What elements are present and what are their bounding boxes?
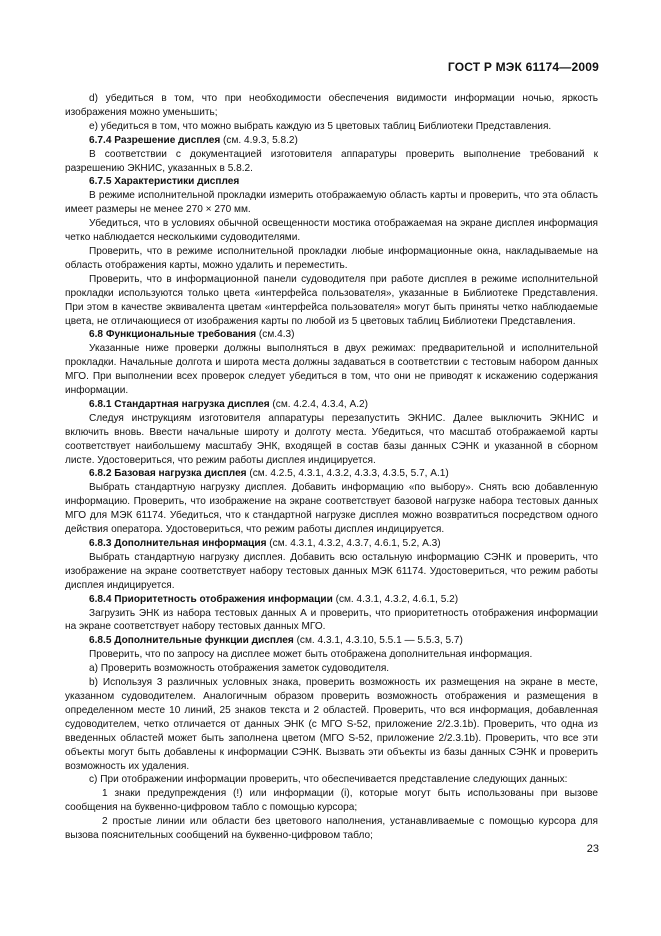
paragraph-text: d) убедиться в том, что при необходимости обеспечения видимости информации ночью, яркость изображения можно уменьшить; <box>65 93 598 118</box>
section-heading: 6.8 Функциональные требования <box>89 329 257 341</box>
body-paragraph <box>65 481 598 537</box>
paragraph-text: В соответствии с документацией изготовителя аппаратуры проверить выполнение требований к разрешению ЭКНИС, указанных в 5.8.2. <box>65 148 598 174</box>
section-heading-paragraph <box>65 134 598 148</box>
section-heading-paragraph <box>65 467 598 481</box>
section-heading-paragraph <box>65 537 598 551</box>
paragraph-text: Проверить, что по запросу на дисплее может быть отображена дополнительная информация. <box>89 649 533 661</box>
paragraph-text: Убедиться, что в условиях обычной освещенности мостика отображаемая на экране дисплея информация четко наблюдается несколькими судоводителями. <box>65 218 598 244</box>
section-heading: 6.8.1 Стандартная нагрузка дисплея <box>89 398 270 410</box>
paragraph-text: Указанные ниже проверки должны выполняться в двух режимах: предварительной и исполнительной прокладки. Начальные долгота и широта места должны задаваться в соответствии с тестовым набором данных МГО. При выполнении всех проверок следует убедиться в том, что они не приводят к искажению содержания информации. <box>65 343 598 397</box>
paragraph-text: (см.4.3) <box>256 329 295 341</box>
section-heading: 6.8.3 Дополнительная информация <box>89 538 267 549</box>
body-paragraph <box>65 189 598 217</box>
paragraph-text: с) При отображении информации проверить, что обеспечивается представление следующих данных: <box>89 774 568 786</box>
body-paragraph <box>65 342 598 398</box>
body-paragraph <box>65 662 598 676</box>
section-heading: 6.8.4 Приоритетность отображения информации <box>89 593 333 605</box>
paragraph-text: (см. 4.3.1, 4.3.2, 4.3.7, 4.6.1, 5.2, А.3) <box>266 538 441 549</box>
document-body <box>65 92 598 843</box>
paragraph-text: Загрузить ЭНК из набора тестовых данных А и проверить, что приоритетность отображения информации на экране соответствует набору тестовых данных МГО. <box>65 607 598 633</box>
section-heading: 6.7.5 Характеристики дисплея <box>89 176 240 188</box>
page-number: 23 <box>586 843 599 855</box>
paragraph-text: e) убедиться в том, что можно выбрать каждую из 5 цветовых таблиц Библиотеки Представления. <box>89 120 552 132</box>
paragraph-text: а) Проверить возможность отображения заметок судоводителя. <box>89 663 390 675</box>
paragraph-text: (см. 4.2.4, 4.3.4, А.2) <box>269 398 369 410</box>
body-paragraph <box>65 412 598 468</box>
body-paragraph <box>65 787 598 815</box>
section-heading-paragraph <box>65 398 598 412</box>
paragraph-text: (см. 4.9.3, 5.8.2) <box>220 134 298 146</box>
section-heading: 6.8.5 Дополнительные функции дисплея <box>89 635 294 647</box>
paragraph-text: Проверить, что в режиме исполнительной прокладки любые информационные окна, накладываемые на область отображения карты, можно удалить и переместить. <box>65 245 598 271</box>
section-heading: 6.8.2 Базовая нагрузка дисплея <box>89 468 247 480</box>
paragraph-text: Следуя инструкциям изготовителя аппаратуры перезапустить ЭКНИС. Далее выключить ЭКНИС и включить вновь. Ввести начальные широту и долготу места. Убедиться, что масштаб отображаемой карты соответствует наибольшему масштабу ЭНК, входящей в состав базы данных СЭНК и указанной в сборном листе. Удостовериться, что режим работы дисплея индицируется. <box>65 412 598 466</box>
paragraph-text: Выбрать стандартную нагрузку дисплея. Добавить всю остальную информацию СЭНК и проверить, что изображение на экране соответствует набору тестовых данных МЭК 61174. Удостовериться, что режим работы дисплея индицируется. <box>65 551 598 591</box>
body-paragraph <box>65 648 598 662</box>
paragraph-text: 2 простые линии или области без цветового наполнения, устанавливаемые с помощью курсора для вызова пояснительных сообщений на буквенно-цифровом табло; <box>65 816 598 842</box>
paragraph-text: Проверить, что в информационной панели судоводителя при работе дисплея в режиме исполнительной прокладки используются только цвета «интерфейса пользователя», указанные в Библиотеке Представления. При этом в качестве эквивалента цветам «интерфейса пользователя» могут быть приняты четко наблюдаемые цвета, не отличающиеся от изображения карты по любой из 5 цветовых таблиц Библиотеки Представления. <box>65 273 598 327</box>
section-heading: 6.7.4 Разрешение дисплея <box>89 134 221 146</box>
section-heading-paragraph <box>65 175 598 189</box>
paragraph-text: b) Используя 3 различных условных знака, проверить возможность их размещения на экране в месте, указанном судоводителем. Аналогичным образом проверить возможность отображения и размещения в определенном месте 10 линий, 25 знаков текста и 2 областей. Проверить, что вся информация, добавленная судоводителем, четко отличается от данных ЭНК (с МГО S-52, приложение 2/2.3.1b). Проверить, что одна из введенных областей может быть заполнена цветом (МГО S-52, приложение 2/2.3.1b). Проверить, что все эти объекты могут быть добавлены к информации СЭНК. Вызвать эти объекты из базы данных СЭНК и проверить возможность их удаления. <box>65 677 598 772</box>
section-heading-paragraph <box>65 328 598 342</box>
body-paragraph <box>65 217 598 245</box>
paragraph-text: (см. 4.3.1, 4.3.10, 5.5.1 — 5.5.3, 5.7) <box>293 635 463 647</box>
paragraph-text: (см. 4.2.5, 4.3.1, 4.3.2, 4.3.3, 4.3.5, 5.7, А.1) <box>246 468 449 480</box>
document-header: ГОСТ Р МЭК 61174—2009 <box>447 60 599 74</box>
body-paragraph <box>65 245 598 273</box>
body-paragraph <box>65 551 598 593</box>
body-paragraph <box>65 92 598 120</box>
body-paragraph <box>65 607 598 635</box>
body-paragraph <box>65 676 598 773</box>
body-paragraph <box>65 815 598 843</box>
section-heading-paragraph <box>65 634 598 648</box>
body-paragraph <box>65 148 598 176</box>
paragraph-text: 1 знаки предупреждения (!) или информации (i), которые могут быть использованы при вызове сообщения на буквенно-цифровом табло с помощью курсора; <box>65 788 598 814</box>
section-heading-paragraph <box>65 593 598 607</box>
paragraph-text: В режиме исполнительной прокладки измерить отображаемую область карты и проверить, что эта область имеет размеры не менее 270 × 270 мм. <box>65 190 598 216</box>
body-paragraph <box>65 273 598 329</box>
body-paragraph <box>65 773 598 787</box>
paragraph-text: (см. 4.3.1, 4.3.2, 4.6.1, 5.2) <box>332 593 459 605</box>
paragraph-text: Выбрать стандартную нагрузку дисплея. Добавить информацию «по выбору». Снять всю добавленную информацию. Проверить, что изображение на экране соответствует базовой нагрузке набора тестовых данных МГО для МЭК 61174. Убедиться, что к стандартной нагрузке дисплея можно возвратиться посредством одного действия оператора. Удостовериться, что режим работы дисплея индицируется. <box>65 482 598 536</box>
body-paragraph <box>65 120 598 134</box>
